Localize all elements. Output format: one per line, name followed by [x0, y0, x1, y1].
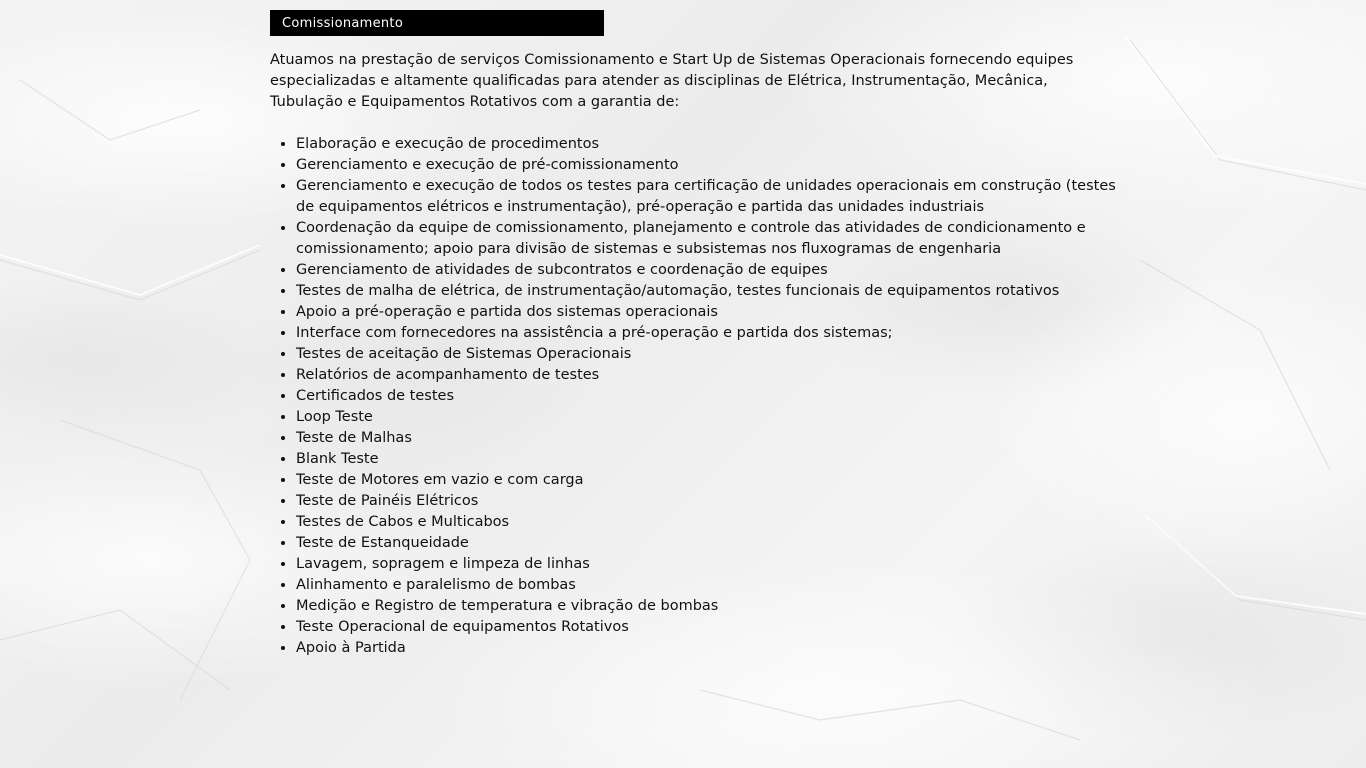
intro-paragraph: Atuamos na prestação de serviços Comissionamento e Start Up de Sistemas Operacionais fornecendo equipes especializadas e altamente qualificadas para atender as disciplinas de Elétrica, Instrumentação, Mecânica, Tubulação e Equipamentos Rotativos com a garantia de: — [270, 52, 1074, 110]
list-item: • Alinhamento e paralelismo de bombas — [296, 575, 1120, 596]
services-list — [270, 134, 1120, 659]
list-item: • Teste de Estanqueidade — [296, 533, 1120, 554]
section-title-bar — [270, 10, 604, 36]
list-item: • Gerenciamento e execução de todos os testes para certificação de unidades operacionais em construção (testes de equipamentos elétricos e instrumentação), pré-operação e partida das unidades industriais — [296, 176, 1120, 218]
list-item: • Elaboração e execução de procedimentos — [296, 134, 1120, 155]
list-item: • Testes de malha de elétrica, de instrumentação/automação, testes funcionais de equipamentos rotativos — [296, 281, 1120, 302]
list-item: • Teste de Malhas — [296, 428, 1120, 449]
section-title: Comissionamento — [282, 15, 404, 31]
list-item: • Certificados de testes — [296, 386, 1120, 407]
list-item: • Loop Teste — [296, 407, 1120, 428]
list-item: • Relatórios de acompanhamento de testes — [296, 365, 1120, 386]
list-item: • Gerenciamento de atividades de subcontratos e coordenação de equipes — [296, 260, 1120, 281]
list-item: • Interface com fornecedores na assistência a pré-operação e partida dos sistemas; — [296, 323, 1120, 344]
list-item: • Teste de Painéis Elétricos — [296, 491, 1120, 512]
list-item: • Apoio a pré-operação e partida dos sistemas operacionais — [296, 302, 1120, 323]
list-item: • Coordenação da equipe de comissionamento, planejamento e controle das atividades de condicionamento e comissionamento; apoio para divisão de sistemas e subsistemas nos fluxogramas de engenharia — [296, 218, 1120, 260]
list-item: • Gerenciamento e execução de pré-comissionamento — [296, 155, 1120, 176]
list-item: • Lavagem, sopragem e limpeza de linhas — [296, 554, 1120, 575]
list-item: • Teste Operacional de equipamentos Rotativos — [296, 617, 1120, 638]
list-item: • Apoio à Partida — [296, 638, 1120, 659]
list-item: • Teste de Motores em vazio e com carga — [296, 470, 1120, 491]
list-item: • Medição e Registro de temperatura e vibração de bombas — [296, 596, 1120, 617]
list-item: • Testes de aceitação de Sistemas Operacionais — [296, 344, 1120, 365]
main-content — [270, 10, 1120, 659]
list-item: • Testes de Cabos e Multicabos — [296, 512, 1120, 533]
list-item: • Blank Teste — [296, 449, 1120, 470]
